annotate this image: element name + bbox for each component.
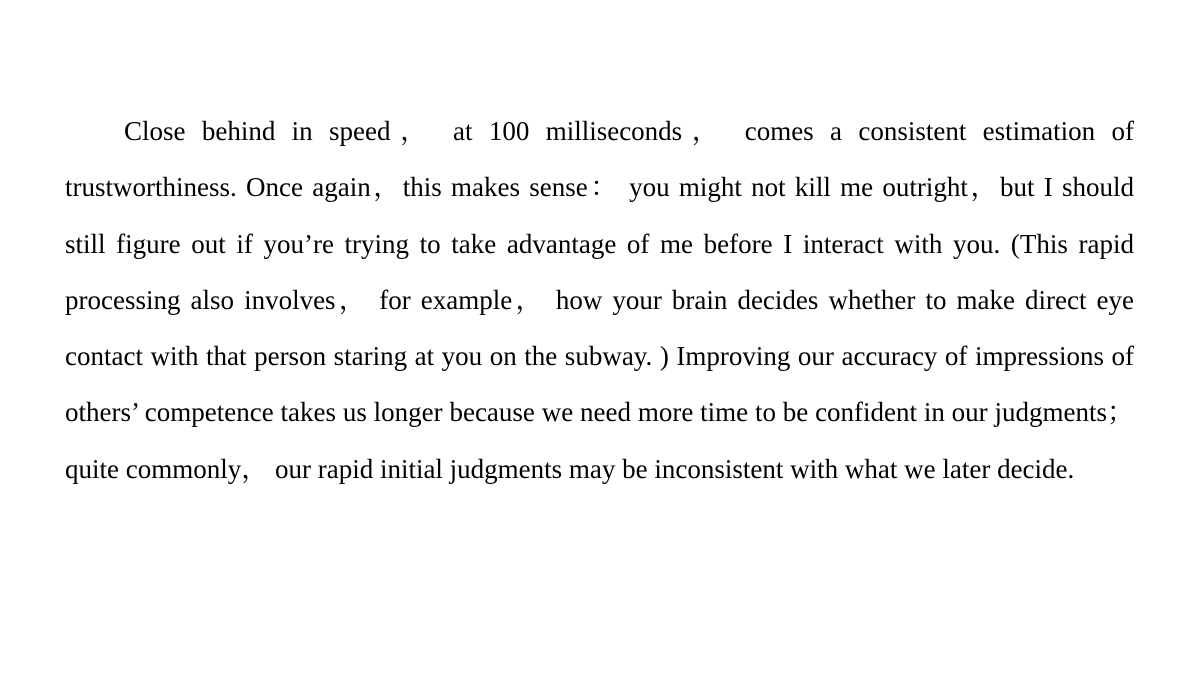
body-paragraph: Close behind in speed， at 100 milliseconds， comes a consistent estimation of trustworthiness. Once again，this makes sense： you might not kill me outright，but I should still figure out if you’re trying to take advantage of me before I interact with you. (This rapid processing also involves， for example， how your brain decides whether to make direct eye contact with that person staring at you on the subway. ) Improving our accuracy of impressions of others’ competence takes us longer because we need more time to be confident in our judgments； quite commonly， our rapid initial judgments may be inconsistent with what we later decide. [65,116,1134,484]
